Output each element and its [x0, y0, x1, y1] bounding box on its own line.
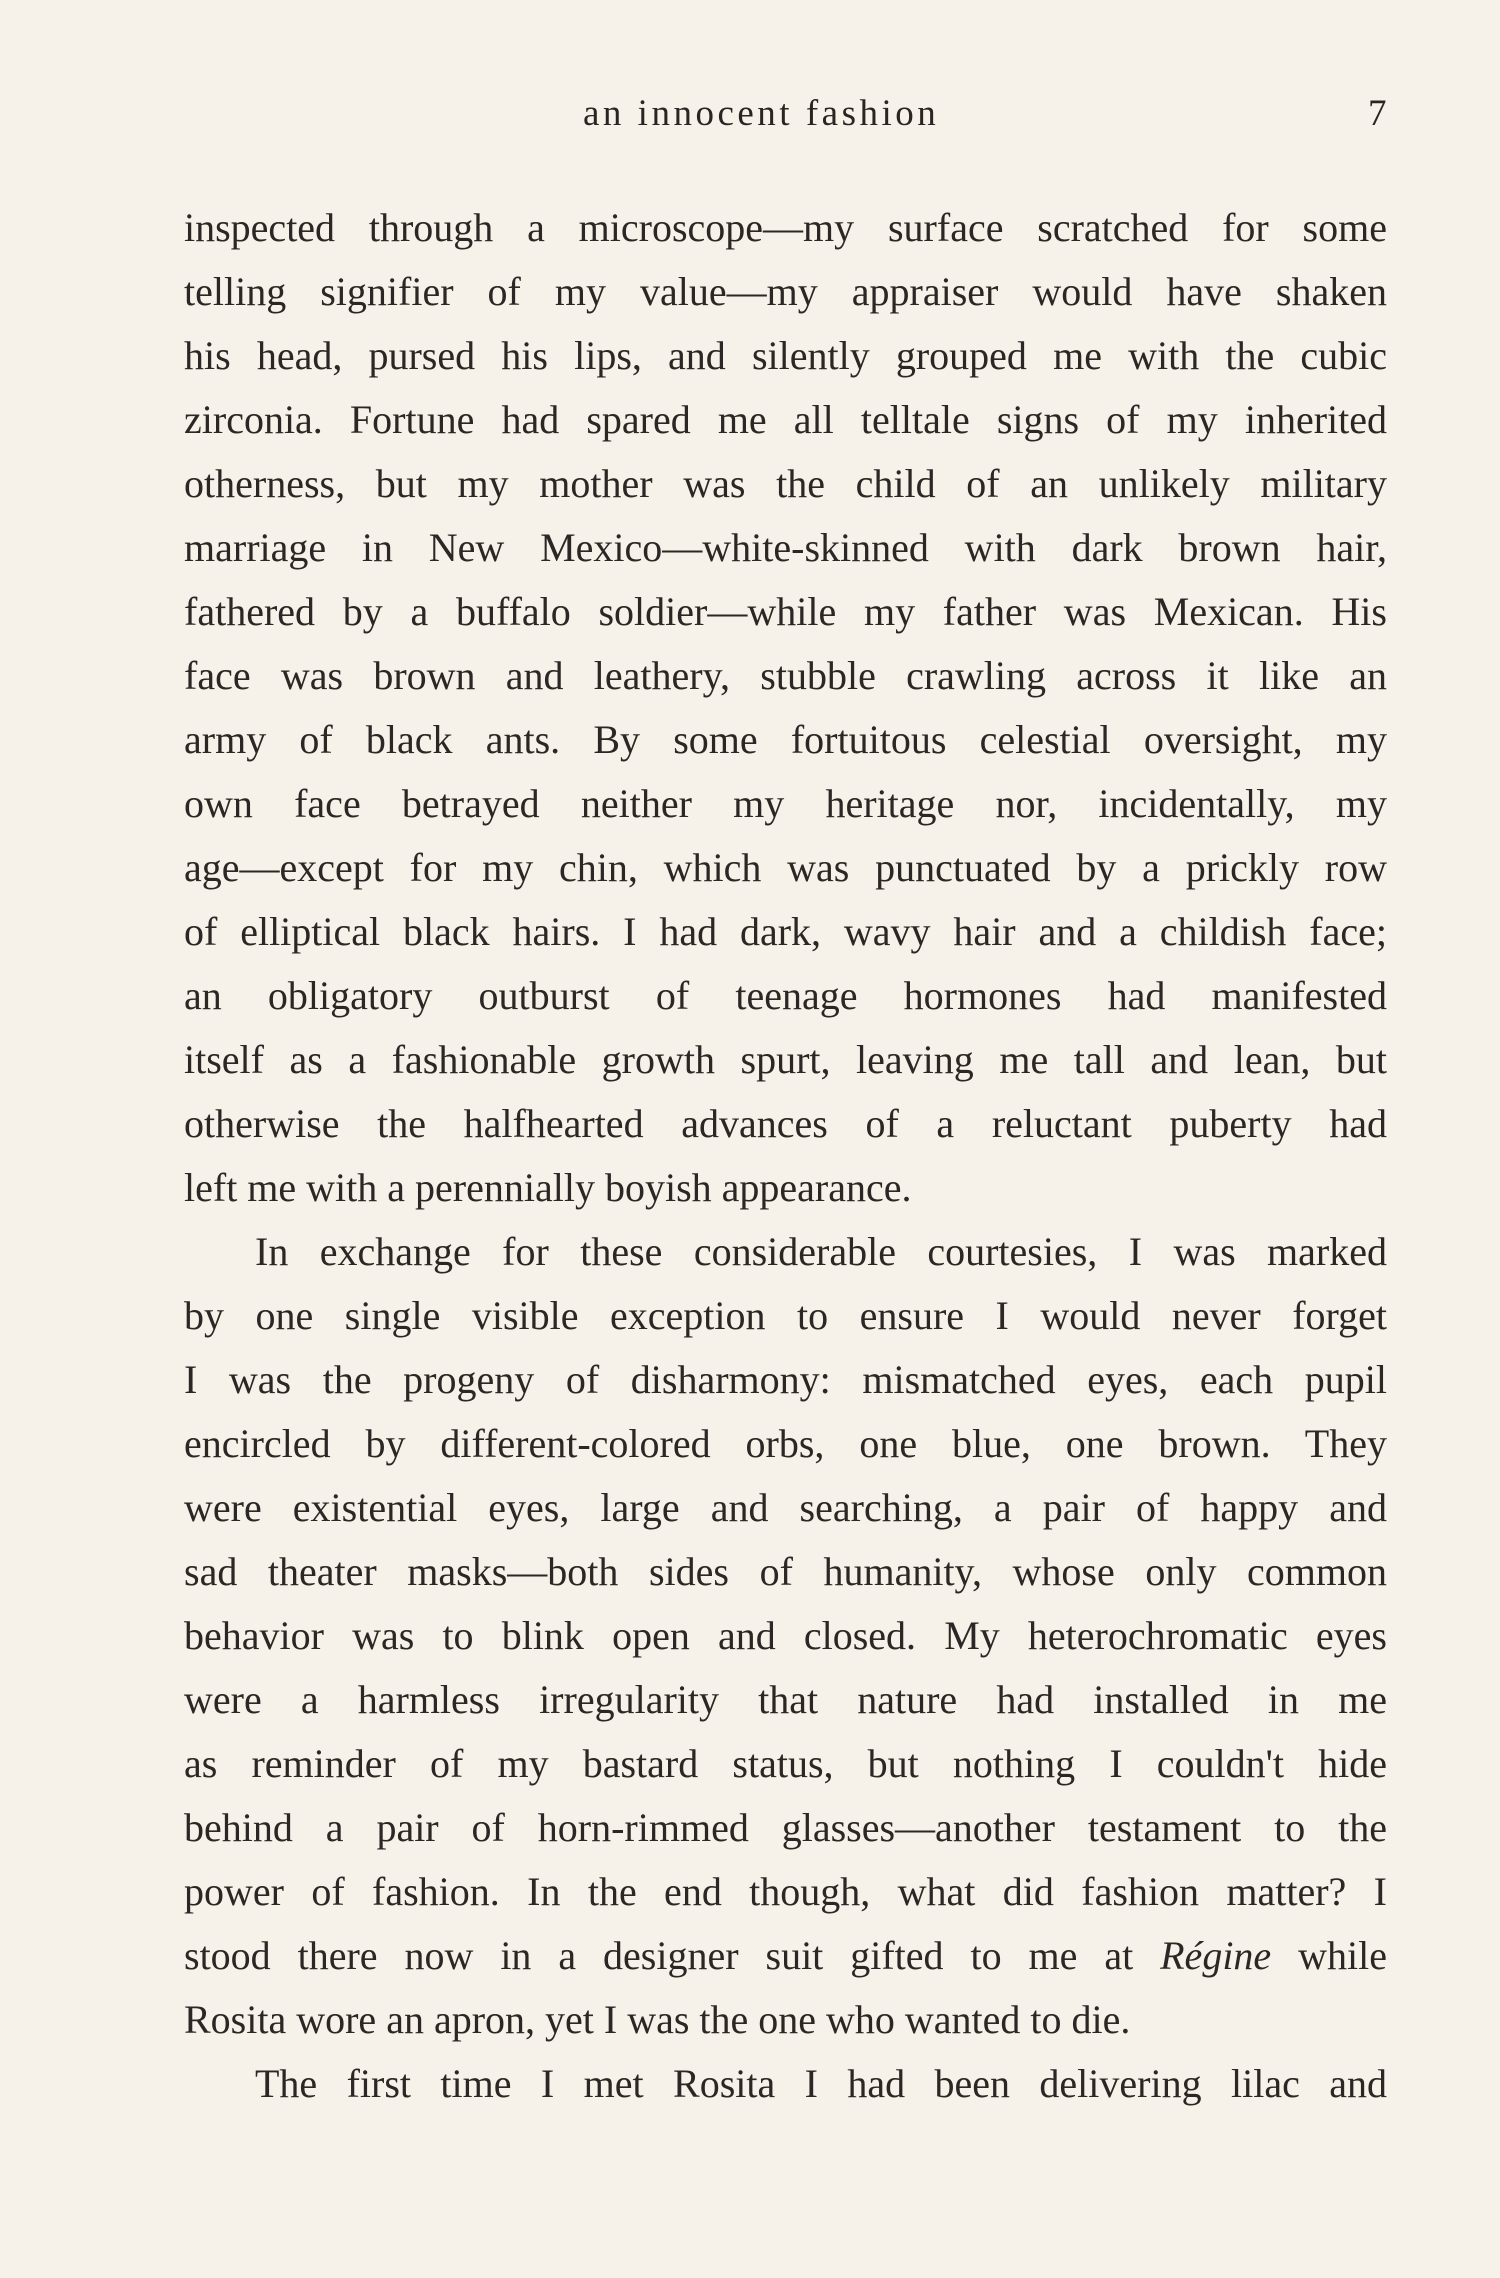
text-line: The first time I met Rosita I had been delivering lilac and	[255, 2061, 1387, 2106]
text-line: otherness, but my mother was the child of an unlikely military	[184, 461, 1387, 506]
page-number: 7	[1368, 93, 1387, 134]
paragraph-1	[184, 196, 1387, 1220]
paragraph-2	[184, 1220, 1387, 2052]
running-head	[0, 92, 1500, 148]
text-line: otherwise the halfhearted advances of a reluctant puberty had	[184, 1101, 1387, 1146]
text-segment: while	[1271, 1933, 1387, 1978]
text-line: encircled by different-colored orbs, one blue, one brown. They	[184, 1421, 1387, 1466]
text-line: face was brown and leathery, stubble crawling across it like an	[184, 653, 1387, 698]
text-line: zirconia. Fortune had spared me all telltale signs of my inherited	[184, 397, 1387, 442]
text-line: army of black ants. By some fortuitous celestial oversight, my	[184, 717, 1387, 762]
text-line: an obligatory outburst of teenage hormones had manifested	[184, 973, 1387, 1018]
italic-title: Régine	[1160, 1933, 1272, 1978]
text-line: I was the progeny of disharmony: mismatched eyes, each pupil	[184, 1357, 1387, 1402]
text-line: behind a pair of horn-rimmed glasses—another testament to the	[184, 1805, 1387, 1850]
text-line: were existential eyes, large and searching, a pair of happy and	[184, 1485, 1387, 1530]
running-title: an innocent fashion	[583, 93, 940, 134]
text-line: sad theater masks—both sides of humanity, whose only common	[184, 1549, 1387, 1594]
text-line: own face betrayed neither my heritage nor, incidentally, my	[184, 781, 1387, 826]
text-line: In exchange for these considerable courtesies, I was marked	[255, 1229, 1387, 1274]
text-line: inspected through a microscope—my surface scratched for some	[184, 205, 1387, 250]
text-line: itself as a fashionable growth spurt, leaving me tall and lean, but	[184, 1037, 1387, 1082]
text-line: fathered by a buffalo soldier—while my father was Mexican. His	[184, 589, 1387, 634]
paragraph-3	[184, 2052, 1387, 2116]
text-line: as reminder of my bastard status, but nothing I couldn't hide	[184, 1741, 1387, 1786]
text-line: power of fashion. In the end though, what did fashion matter? I	[184, 1869, 1387, 1914]
text-line: age—except for my chin, which was punctuated by a prickly row	[184, 845, 1387, 890]
text-line: behavior was to blink open and closed. My heterochromatic eyes	[184, 1613, 1387, 1658]
text-line: were a harmless irregularity that nature had installed in me	[184, 1677, 1387, 1722]
text-line: of elliptical black hairs. I had dark, wavy hair and a childish face;	[184, 909, 1387, 954]
text-line: telling signifier of my value—my appraiser would have shaken	[184, 269, 1387, 314]
text-line-with-italic	[184, 1924, 1387, 1988]
body-text	[184, 196, 1387, 2116]
text-line: by one single visible exception to ensure I would never forget	[184, 1293, 1387, 1338]
text-line: marriage in New Mexico—white-skinned with dark brown hair,	[184, 525, 1387, 570]
text-segment: stood there now in a designer suit gifted to me at	[184, 1933, 1161, 1978]
text-line: Rosita wore an apron, yet I was the one who wanted to die.	[184, 1997, 1131, 2042]
text-line: his head, pursed his lips, and silently grouped me with the cubic	[184, 333, 1387, 378]
text-line: left me with a perennially boyish appearance.	[184, 1165, 912, 1210]
